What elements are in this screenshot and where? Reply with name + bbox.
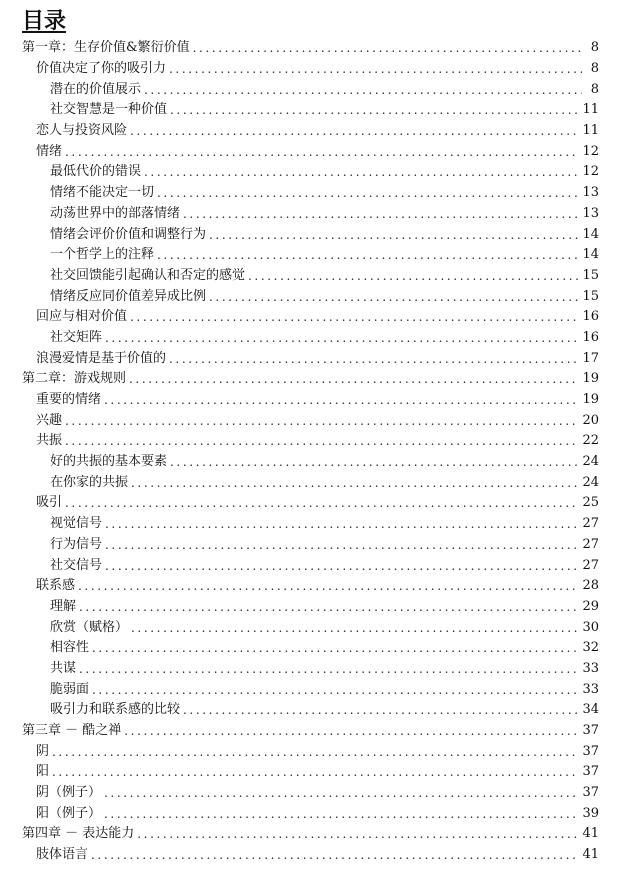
toc-dot-leader <box>131 475 579 491</box>
toc-dot-leader <box>144 82 582 98</box>
toc-entry-title: 兴趣 <box>36 412 63 428</box>
toc-entry[interactable] <box>0 472 625 493</box>
toc-entry[interactable] <box>0 721 625 742</box>
toc-entry[interactable] <box>0 162 625 183</box>
toc-entry-title: 社交回馈能引起确认和否定的感觉 <box>50 267 246 283</box>
toc-dot-leader <box>169 351 579 367</box>
toc-entry-page: 8 <box>590 61 599 77</box>
toc-entry-title: 浪漫爱情是基于价值的 <box>36 350 167 366</box>
toc-entry-page: 37 <box>582 764 599 780</box>
toc-dot-leader <box>137 826 579 842</box>
toc-entry-title: 一个哲学上的注释 <box>50 247 155 263</box>
toc-entry-title: 脆弱面 <box>50 681 90 697</box>
toc-dot-leader <box>105 516 579 532</box>
toc-entry-title: 在你家的共振 <box>50 474 129 490</box>
toc-entry-title: 行为信号 <box>50 536 103 552</box>
toc-entry-title: 潜在的价值展示 <box>50 81 142 97</box>
toc-entry[interactable] <box>0 224 625 245</box>
toc-list <box>0 38 625 866</box>
toc-entry-page: 37 <box>582 743 599 759</box>
toc-entry[interactable] <box>0 431 625 452</box>
toc-entry-page: 39 <box>582 805 599 821</box>
toc-entry-title: 联系感 <box>36 578 76 594</box>
toc-dot-leader <box>78 578 579 594</box>
toc-entry[interactable] <box>0 741 625 762</box>
toc-entry[interactable] <box>0 38 625 59</box>
toc-entry-page: 27 <box>582 557 599 573</box>
toc-entry-page: 28 <box>582 578 599 594</box>
toc-entry-title: 阴（例子） <box>36 785 102 801</box>
toc-dot-leader <box>65 144 579 160</box>
toc-entry-page: 24 <box>582 454 599 470</box>
toc-dot-leader <box>79 661 579 677</box>
toc-entry-title: 阳 <box>36 764 50 780</box>
toc-entry-title: 情绪 <box>36 143 63 159</box>
toc-dot-leader <box>144 164 579 180</box>
toc-entry-title: 第四章 － 表达能力 <box>22 826 135 842</box>
toc-entry-page: 22 <box>582 433 599 449</box>
toc-entry[interactable] <box>0 141 625 162</box>
toc-entry-title: 情绪不能决定一切 <box>50 185 155 201</box>
toc-entry-title: 视觉信号 <box>50 516 103 532</box>
toc-dot-leader <box>65 433 579 449</box>
toc-entry[interactable] <box>0 183 625 204</box>
toc-dot-leader <box>104 806 579 822</box>
toc-entry-page: 27 <box>582 516 599 532</box>
toc-entry-title: 好的共振的基本要素 <box>50 454 168 470</box>
toc-entry-page: 37 <box>582 785 599 801</box>
toc-entry-title: 肢体语言 <box>36 847 89 863</box>
toc-entry[interactable] <box>0 121 625 142</box>
toc-entry-title: 社交智慧是一种价值 <box>50 102 168 118</box>
toc-entry-title: 社交信号 <box>50 557 103 573</box>
toc-entry[interactable] <box>0 245 625 266</box>
toc-dot-leader <box>130 309 579 325</box>
toc-entry-title: 价值决定了你的吸引力 <box>36 61 167 77</box>
toc-entry-title: 情绪反应同价值差异成比例 <box>50 288 207 304</box>
toc-entry[interactable] <box>0 679 625 700</box>
toc-entry[interactable] <box>0 328 625 349</box>
toc-entry-title: 情绪会评价价值和调整行为 <box>50 226 207 242</box>
toc-entry-page: 32 <box>582 640 599 656</box>
toc-dot-leader <box>92 640 579 656</box>
toc-entry[interactable] <box>0 266 625 287</box>
toc-dot-leader <box>131 620 579 636</box>
toc-dot-leader <box>170 102 579 118</box>
toc-entry-page: 11 <box>582 123 599 139</box>
toc-entry[interactable] <box>0 204 625 225</box>
toc-entry-title: 回应与相对价值 <box>36 309 128 325</box>
toc-dot-leader <box>193 40 582 56</box>
toc-entry-page: 19 <box>582 392 599 408</box>
toc-entry-page: 25 <box>582 495 599 511</box>
toc-entry-title: 欣赏（赋格） <box>50 619 129 635</box>
toc-dot-leader <box>104 392 579 408</box>
toc-title: 目录 <box>22 9 67 34</box>
toc-entry-page: 34 <box>582 702 599 718</box>
toc-dot-leader <box>105 537 579 553</box>
toc-entry-title: 阳（例子） <box>36 805 102 821</box>
toc-entry[interactable] <box>0 307 625 328</box>
toc-dot-leader <box>209 289 579 305</box>
toc-entry-title: 第二章：游戏规则 <box>22 371 127 387</box>
toc-entry[interactable] <box>0 700 625 721</box>
toc-entry[interactable] <box>0 597 625 618</box>
toc-dot-leader <box>52 744 579 760</box>
toc-entry[interactable] <box>0 369 625 390</box>
toc-entry[interactable] <box>0 452 625 473</box>
toc-entry-page: 30 <box>582 619 599 635</box>
toc-entry-page: 15 <box>582 288 599 304</box>
toc-entry[interactable] <box>0 493 625 514</box>
toc-entry-page: 19 <box>582 371 599 387</box>
toc-dot-leader <box>170 454 579 470</box>
toc-entry[interactable] <box>0 535 625 556</box>
toc-entry-page: 8 <box>590 81 599 97</box>
toc-dot-leader <box>129 371 579 387</box>
toc-entry-title: 共振 <box>36 433 63 449</box>
toc-dot-leader <box>92 682 579 698</box>
toc-dot-leader <box>65 495 579 511</box>
toc-entry[interactable] <box>0 783 625 804</box>
toc-entry-page: 29 <box>582 598 599 614</box>
toc-entry-page: 37 <box>582 723 599 739</box>
toc-dot-leader <box>91 847 579 863</box>
toc-entry-page: 16 <box>582 309 599 325</box>
toc-entry[interactable] <box>0 845 625 866</box>
toc-entry-page: 24 <box>582 474 599 490</box>
toc-entry-title: 恋人与投资风险 <box>36 123 128 139</box>
toc-dot-leader <box>130 123 579 139</box>
toc-entry-page: 14 <box>582 247 599 263</box>
toc-entry[interactable] <box>0 100 625 121</box>
toc-dot-leader <box>183 206 579 222</box>
toc-entry[interactable] <box>0 659 625 680</box>
toc-entry[interactable] <box>0 286 625 307</box>
toc-entry-title: 共谋 <box>50 660 77 676</box>
toc-entry-page: 16 <box>582 329 599 345</box>
toc-entry-page: 12 <box>582 164 599 180</box>
toc-entry-title: 第一章：生存价值&繁衍价值 <box>22 40 190 56</box>
toc-dot-leader <box>124 723 579 739</box>
toc-entry[interactable] <box>0 79 625 100</box>
toc-entry-page: 17 <box>582 350 599 366</box>
toc-entry-page: 11 <box>582 102 599 118</box>
toc-entry[interactable] <box>0 410 625 431</box>
toc-dot-leader <box>52 764 579 780</box>
toc-entry[interactable] <box>0 824 625 845</box>
toc-entry-title: 吸引力和联系感的比较 <box>50 702 181 718</box>
toc-entry-title: 第三章 － 酷之禅 <box>22 723 122 739</box>
toc-dot-leader <box>65 413 579 429</box>
toc-dot-leader <box>104 785 579 801</box>
toc-entry-page: 41 <box>582 826 599 842</box>
toc-entry-page: 14 <box>582 226 599 242</box>
toc-dot-leader <box>183 702 579 718</box>
toc-entry-page: 20 <box>582 412 599 428</box>
toc-entry-page: 33 <box>582 660 599 676</box>
toc-entry-page: 15 <box>582 267 599 283</box>
toc-entry-page: 33 <box>582 681 599 697</box>
toc-dot-leader <box>209 227 579 243</box>
toc-dot-leader <box>248 268 579 284</box>
toc-entry[interactable] <box>0 555 625 576</box>
toc-dot-leader <box>169 61 582 77</box>
toc-entry[interactable] <box>0 514 625 535</box>
toc-entry-page: 27 <box>582 536 599 552</box>
toc-entry-page: 41 <box>582 847 599 863</box>
toc-entry-page: 13 <box>582 205 599 221</box>
toc-entry-title: 阴 <box>36 743 50 759</box>
toc-entry-page: 12 <box>582 143 599 159</box>
toc-entry-title: 重要的情绪 <box>36 392 102 408</box>
toc-entry[interactable] <box>0 638 625 659</box>
toc-entry-title: 相容性 <box>50 640 90 656</box>
toc-entry[interactable] <box>0 390 625 411</box>
toc-entry[interactable] <box>0 803 625 824</box>
toc-dot-leader <box>105 558 579 574</box>
toc-dot-leader <box>79 599 579 615</box>
toc-entry[interactable] <box>0 59 625 80</box>
toc-entry-title: 动荡世界中的部落情绪 <box>50 205 181 221</box>
toc-entry-page: 8 <box>590 40 599 56</box>
toc-entry-title: 社交矩阵 <box>50 329 103 345</box>
toc-entry-title: 吸引 <box>36 495 63 511</box>
toc-dot-leader <box>105 330 579 346</box>
toc-entry-title: 最低代价的错误 <box>50 164 142 180</box>
toc-entry-page: 13 <box>582 185 599 201</box>
toc-entry[interactable] <box>0 348 625 369</box>
toc-dot-leader <box>157 185 579 201</box>
toc-entry-title: 理解 <box>50 598 77 614</box>
toc-entry[interactable] <box>0 576 625 597</box>
toc-entry[interactable] <box>0 617 625 638</box>
toc-entry[interactable] <box>0 762 625 783</box>
toc-dot-leader <box>157 247 579 263</box>
